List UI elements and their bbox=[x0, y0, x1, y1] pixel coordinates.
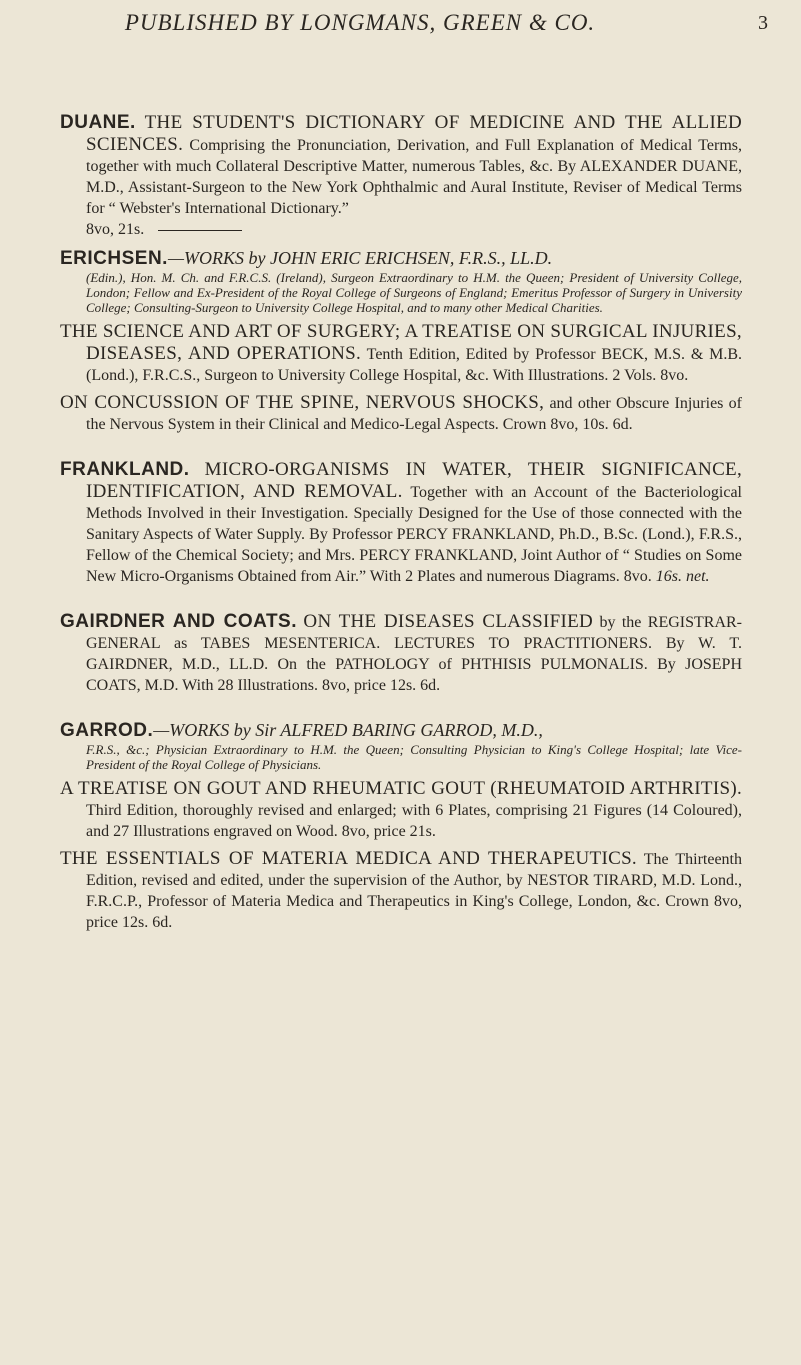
book-description: Comprising the Pronunciation, Derivation, and Full Explanation of Medical Terms, together with much Collateral Descriptive Matter, numerous Tables, &c. By ALEXANDER DUANE, M.D., Assistant-Surgeon to the New York Ophthalmic and Aural Institute, Reviser of Medical Terms for “ Webster's International Dictionary.” bbox=[86, 137, 743, 217]
publisher-title: PUBLISHED BY LONGMANS, GREEN & CO. bbox=[124, 10, 596, 35]
entry-garrod bbox=[60, 720, 742, 933]
book-price: 16s. net. bbox=[655, 568, 710, 585]
entry-frankland bbox=[60, 459, 742, 587]
book-description: Third Edition, thoroughly revised and enlarged; with 6 Plates, comprising 21 Figures (14 Coloured), and 27 Illustrations engraved on Wood. 8vo, price 21s. bbox=[86, 802, 742, 840]
author-name: DUANE. bbox=[60, 112, 136, 133]
book-title: ON CONCUSSION OF THE SPINE, NERVOUS SHOCKS, bbox=[60, 392, 545, 413]
works-heading: —WORKS by JOHN ERIC ERICHSEN, F.R.S., LL.D. bbox=[167, 248, 553, 268]
entry-duane bbox=[60, 112, 742, 240]
book-description: The Thirteenth Edition, revised and edited, under the supervision of the Author, by NESTOR TIRARD, M.D. Lond., F.R.C.P., Professor of Materia Medica and Therapeutics in King's College, London, &c. Crown 8vo, price 12s. 6d. bbox=[86, 851, 742, 931]
running-header bbox=[0, 10, 801, 50]
entry-erichsen bbox=[60, 248, 742, 435]
works-heading: —WORKS by Sir ALFRED BARING GARROD, M.D., bbox=[153, 720, 543, 740]
book-description: Together with an Account of the Bacteriological Methods Involved in their Investigation. Specially Designed for the Use of those connected with the Sanitary Aspects of Water Supply. By Professor PERCY FRANKLAND, Ph.D., B.Sc. (Lond.), F.R.S., Fellow of the Chemical Society; and Mrs. PERCY FRANKLAND, Joint Author of “ Studies on Some New Micro-Organisms Obtained from Air.” With 2 Plates and numerous Diagrams. 8vo. bbox=[86, 484, 742, 585]
book-title: MICRO-ORGANISMS IN WATER, THEIR SIGNIFICANCE, IDENTIFICATION, AND REMOVAL. bbox=[86, 459, 743, 502]
author-name: GAIRDNER AND COATS. bbox=[60, 611, 298, 632]
book-title: A TREATISE ON GOUT AND RHEUMATIC GOUT (RHEUMATOID ARTHRITIS). bbox=[60, 778, 742, 799]
page-number: 3 bbox=[758, 12, 768, 34]
author-name: FRANKLAND. bbox=[60, 459, 190, 480]
catalogue-entries bbox=[60, 112, 742, 933]
book-title: THE SCIENCE AND ART OF SURGERY; A TREATISE ON SURGICAL INJURIES, DISEASES, AND OPERATIONS. bbox=[60, 321, 742, 364]
divider-rule bbox=[158, 230, 242, 231]
book-description: Tenth Edition, Edited by Professor BECK, M.S. & M.B. (Lond.), F.R.C.S., Surgeon to University College Hospital, &c. With Illustrations. 2 Vols. 8vo. bbox=[86, 346, 743, 384]
entry-gairdner-coats bbox=[60, 611, 742, 696]
book-title: THE ESSENTIALS OF MATERIA MEDICA AND THERAPEUTICS. bbox=[60, 848, 637, 869]
book-title: THE STUDENT'S DICTIONARY OF MEDICINE AND THE ALLIED SCIENCES. bbox=[86, 112, 743, 155]
author-name: GARROD. bbox=[60, 720, 154, 741]
book-format-price: 8vo, 21s. bbox=[86, 221, 145, 238]
book-description: by the REGISTRAR-GENERAL as TABES MESENTERICA. LECTURES TO PRACTITIONERS. By W. T. GAIRDNER, M.D., LL.D. On the PATHOLOGY of PHTHISIS PULMONALIS. By JOSEPH COATS, M.D. With 28 Illustrations. 8vo, price 12s. 6d. bbox=[86, 614, 743, 694]
book-title: ON THE DISEASES CLASSIFIED bbox=[303, 611, 594, 632]
book-description: and other Obscure Injuries of the Nervous System in their Clinical and Medico-Legal Aspects. Crown 8vo, 10s. 6d. bbox=[86, 395, 742, 433]
author-credentials: F.R.S., &c.; Physician Extraordinary to H.M. the Queen; Consulting Physician to King's College Hospital; late Vice-President of the Royal College of Physicians. bbox=[86, 742, 742, 772]
author-credentials: (Edin.), Hon. M. Ch. and F.R.C.S. (Ireland), Surgeon Extraordinary to H.M. the Queen; President of University College, London; Fellow and Ex-President of the Royal College of Surgeons of England; Emeritus Professor of Surgery in University College; Consulting-Surgeon to University College Hospital, and to many other Medical Charities. bbox=[86, 270, 742, 315]
author-name: ERICHSEN. bbox=[60, 248, 168, 269]
